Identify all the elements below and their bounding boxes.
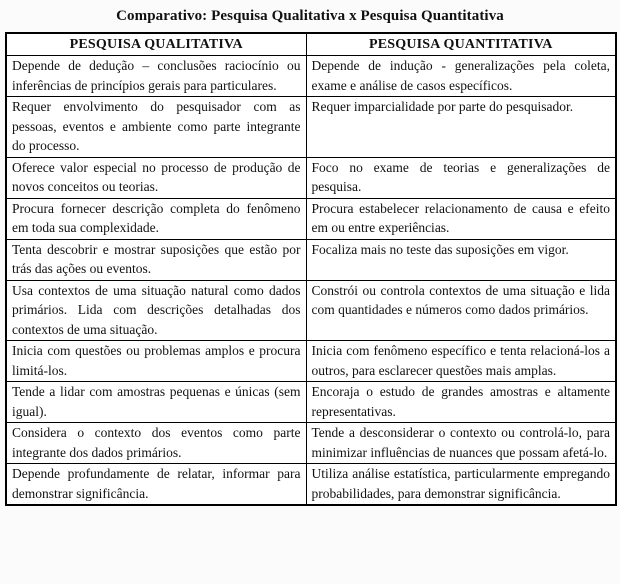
- comparison-table: [5, 32, 617, 506]
- cell-qualitativa: Depende profundamente de relatar, informar para demonstrar significância.: [6, 464, 306, 506]
- header-pesquisa-quantitativa: PESQUISA QUANTITATIVA: [306, 33, 616, 56]
- table-row: [6, 198, 616, 239]
- table-row: [6, 382, 616, 423]
- table-row: [6, 97, 616, 158]
- header-row: [6, 33, 616, 56]
- header-pesquisa-qualitativa: PESQUISA QUALITATIVA: [6, 33, 306, 56]
- table-row: [6, 56, 616, 97]
- cell-qualitativa: Tenta descobrir e mostrar suposições que estão por trás das ações ou eventos.: [6, 239, 306, 280]
- cell-qualitativa: Oferece valor especial no processo de produção de novos conceitos ou teorias.: [6, 157, 306, 198]
- cell-qualitativa: Requer envolvimento do pesquisador com as pessoas, eventos e ambiente como parte integrante do processo.: [6, 97, 306, 158]
- cell-quantitativa: Requer imparcialidade por parte do pesquisador.: [306, 97, 616, 158]
- cell-qualitativa: Procura fornecer descrição completa do fenômeno em toda sua complexidade.: [6, 198, 306, 239]
- table-row: [6, 341, 616, 382]
- cell-quantitativa: Depende de indução - generalizações pela coleta, exame e análise de casos específicos.: [306, 56, 616, 97]
- cell-quantitativa: Focaliza mais no teste das suposições em vigor.: [306, 239, 616, 280]
- cell-quantitativa: Foco no exame de teorias e generalizações de pesquisa.: [306, 157, 616, 198]
- table-row: [6, 464, 616, 506]
- cell-qualitativa: Depende de dedução – conclusões raciocínio ou inferências de princípios gerais para particulares.: [6, 56, 306, 97]
- table-row: [6, 280, 616, 341]
- cell-quantitativa: Encoraja o estudo de grandes amostras e altamente representativas.: [306, 382, 616, 423]
- cell-quantitativa: Utiliza análise estatística, particularmente empregando probabilidades, para demonstrar significância.: [306, 464, 616, 506]
- table-row: [6, 157, 616, 198]
- cell-qualitativa: Tende a lidar com amostras pequenas e únicas (sem igual).: [6, 382, 306, 423]
- cell-quantitativa: Procura estabelecer relacionamento de causa e efeito em ou entre experiências.: [306, 198, 616, 239]
- table-row: [6, 423, 616, 464]
- cell-quantitativa: Constrói ou controla contextos de uma situação e lida com quantidades e números como dados primários.: [306, 280, 616, 341]
- cell-qualitativa: Inicia com questões ou problemas amplos e procura limitá-los.: [6, 341, 306, 382]
- page-title: Comparativo: Pesquisa Qualitativa x Pesquisa Quantitativa: [116, 8, 504, 24]
- table-row: [6, 239, 616, 280]
- cell-qualitativa: Usa contextos de uma situação natural como dados primários. Lida com descrições detalhadas dos contextos de uma situação.: [6, 280, 306, 341]
- cell-qualitativa: Considera o contexto dos eventos como parte integrante dos dados primários.: [6, 423, 306, 464]
- cell-quantitativa: Inicia com fenômeno específico e tenta relacioná-los a outros, para esclarecer questões mais amplas.: [306, 341, 616, 382]
- cell-quantitativa: Tende a desconsiderar o contexto ou controlá-lo, para minimizar influências de nuances que possam afetá-lo.: [306, 423, 616, 464]
